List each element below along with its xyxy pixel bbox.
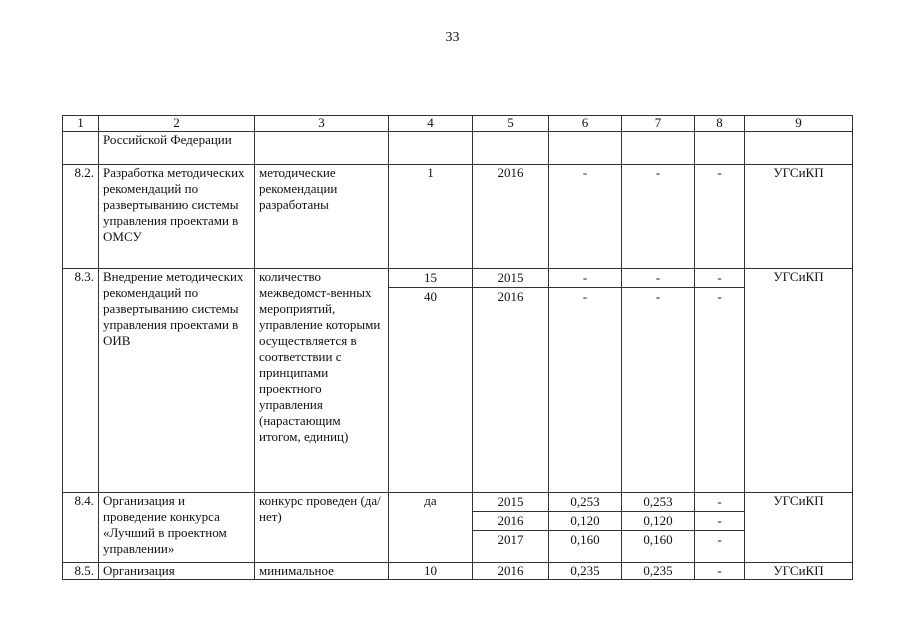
executor: УГСиКП	[745, 165, 853, 269]
plan-table	[62, 115, 853, 580]
target-value: 1	[389, 165, 473, 269]
col-header-3: 3	[255, 116, 389, 132]
col6-value	[549, 132, 622, 165]
col7-line: -	[622, 287, 694, 306]
year: 2016	[473, 165, 549, 269]
measure-name: Российской Федерации	[99, 132, 255, 165]
col6-value	[549, 493, 622, 563]
col7-value: 0,235	[622, 563, 695, 580]
header-row	[63, 116, 853, 132]
col6-line: -	[582, 270, 588, 285]
target-value	[389, 132, 473, 165]
measure-name: Организация	[99, 563, 255, 580]
year	[473, 493, 549, 563]
col8-value: -	[695, 165, 745, 269]
year-line: 2015	[497, 270, 524, 285]
col6-line: 0,160	[549, 530, 621, 549]
executor: УГСиКП	[745, 563, 853, 580]
target-value-line: 15	[424, 270, 437, 285]
col-header-6: 6	[549, 116, 622, 132]
col-header-8: 8	[695, 116, 745, 132]
indicator	[255, 132, 389, 165]
target-value: 10	[389, 563, 473, 580]
col6-line: 0,120	[549, 511, 621, 530]
col-header-1: 1	[63, 116, 99, 132]
col8-value	[695, 269, 745, 493]
indicator: конкурс проведен (да/нет)	[255, 493, 389, 563]
col-header-2: 2	[99, 116, 255, 132]
col8-line: -	[695, 511, 744, 530]
target-value: да	[389, 493, 473, 563]
col7-value	[622, 132, 695, 165]
table-row	[63, 269, 853, 493]
indicator: методические рекомендации разработаны	[255, 165, 389, 269]
row-number: 8.3.	[63, 269, 99, 493]
year-line: 2017	[473, 530, 548, 549]
year-line: 2016	[473, 511, 548, 530]
col8-line: -	[717, 494, 722, 509]
col8-line: -	[717, 270, 722, 285]
target-value-line: 40	[389, 287, 472, 306]
measure-name: Внедрение методических рекомендаций по развертыванию системы управления проектами в ОИВ	[99, 269, 255, 493]
indicator: количество межведомст-венных мероприятий, управление которыми осуществляется в соответствии с принципами проектного управления (нарастающим итогом, единиц)	[255, 269, 389, 493]
col7-line: 0,160	[622, 530, 694, 549]
executor	[745, 132, 853, 165]
col-header-4: 4	[389, 116, 473, 132]
col7-value: -	[622, 165, 695, 269]
measure-name: Организация и проведение конкурса «Лучший в проектном управлении»	[99, 493, 255, 563]
table-row	[63, 563, 853, 580]
col8-line: -	[695, 287, 744, 306]
row-number: 8.4.	[63, 493, 99, 563]
row-number: 8.2.	[63, 165, 99, 269]
col-header-5: 5	[473, 116, 549, 132]
col-header-7: 7	[622, 116, 695, 132]
col7-value	[622, 269, 695, 493]
col6-line: 0,253	[570, 494, 600, 509]
year-line: 2015	[497, 494, 524, 509]
col8-value: -	[695, 563, 745, 580]
table-row	[63, 493, 853, 563]
col6-line: -	[549, 287, 621, 306]
col8-line: -	[695, 530, 744, 549]
col6-value: 0,235	[549, 563, 622, 580]
table-row	[63, 165, 853, 269]
col7-line: 0,253	[643, 494, 673, 509]
executor: УГСиКП	[745, 493, 853, 563]
year: 2016	[473, 563, 549, 580]
col7-line: -	[655, 270, 661, 285]
col6-value: -	[549, 165, 622, 269]
table-row	[63, 132, 853, 165]
page-number: 33	[445, 30, 460, 45]
year-line: 2016	[473, 287, 548, 306]
col8-value	[695, 493, 745, 563]
measure-name: Разработка методических рекомендаций по развертыванию системы управления проектами в ОМСУ	[99, 165, 255, 269]
row-number	[63, 132, 99, 165]
col6-value	[549, 269, 622, 493]
row-number: 8.5.	[63, 563, 99, 580]
target-value	[389, 269, 473, 493]
executor: УГСиКП	[745, 269, 853, 493]
col7-line: 0,120	[622, 511, 694, 530]
year	[473, 132, 549, 165]
indicator: минимальное	[255, 563, 389, 580]
year	[473, 269, 549, 493]
col8-value	[695, 132, 745, 165]
col7-value	[622, 493, 695, 563]
col-header-9: 9	[745, 116, 853, 132]
